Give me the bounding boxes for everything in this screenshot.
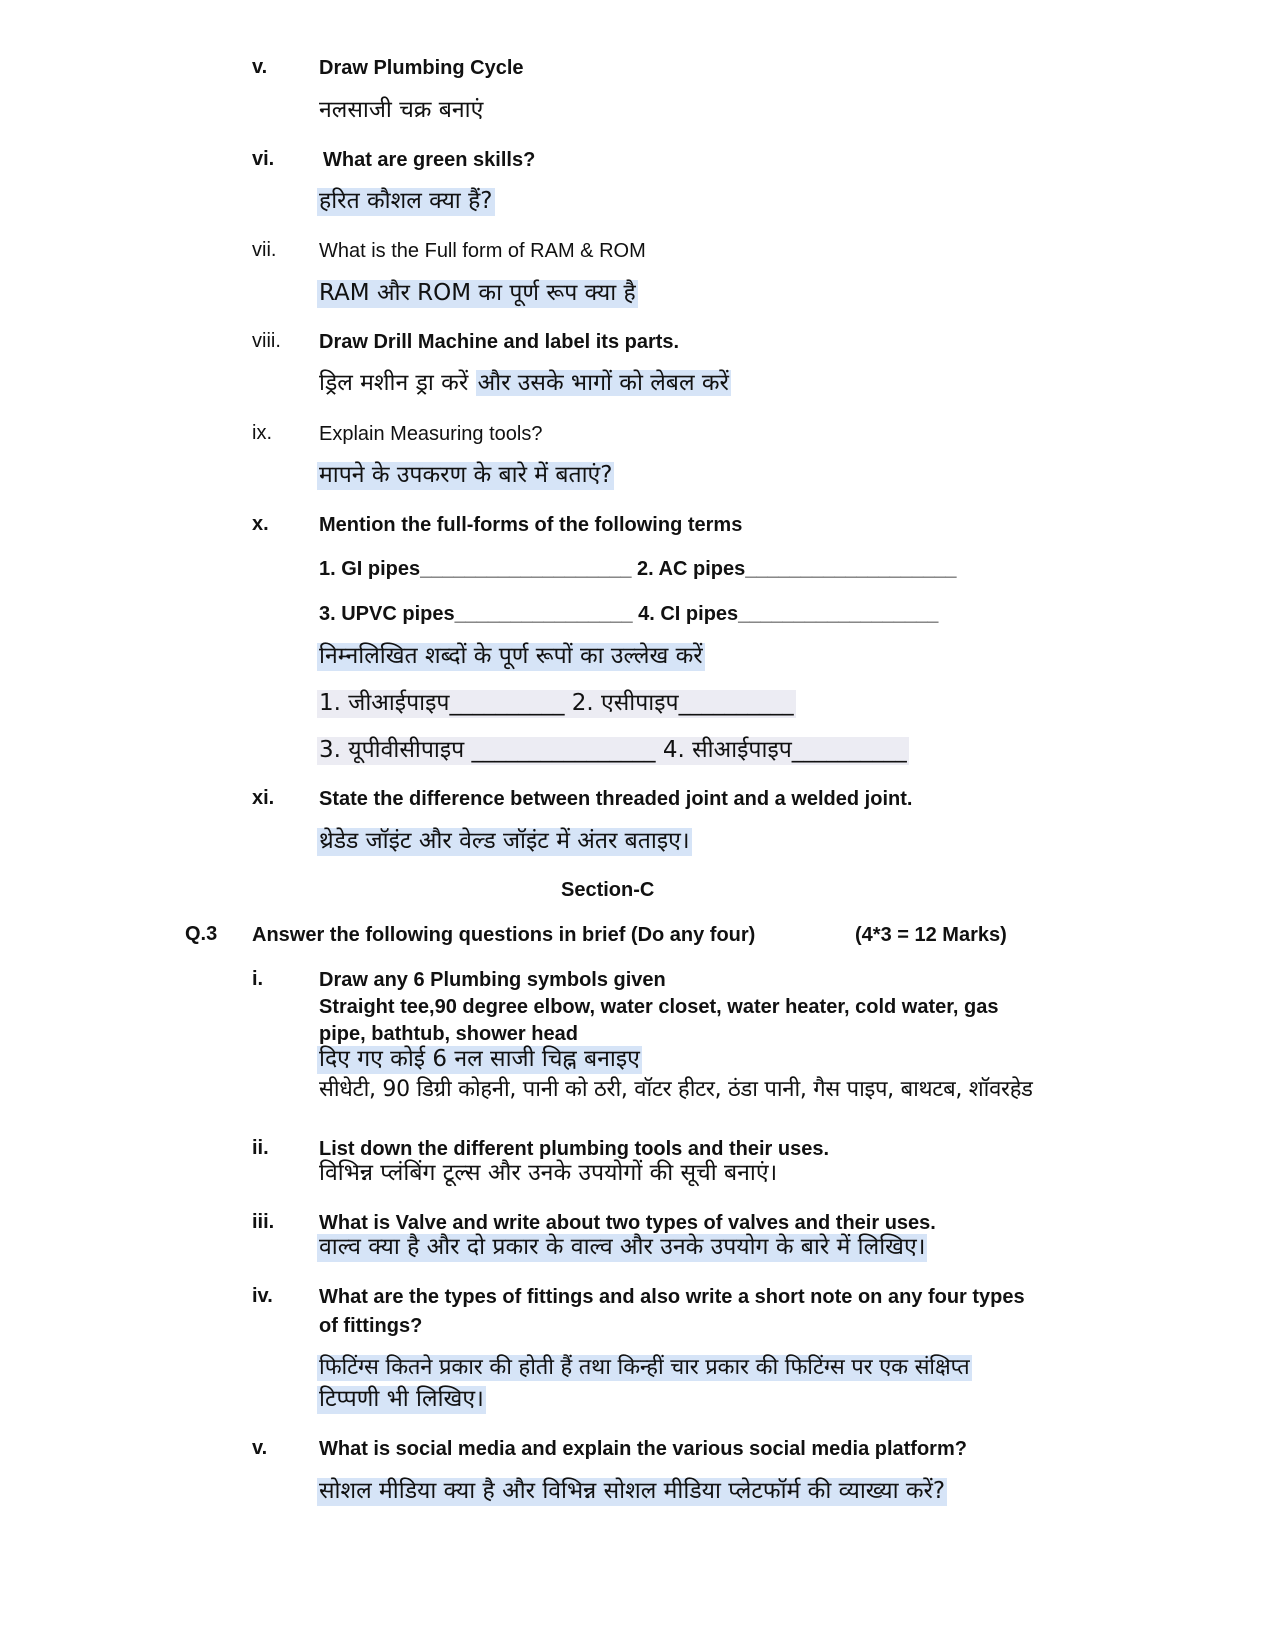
question-text: What are the types of fittings and also write a short note on any four types bbox=[319, 1286, 1025, 1308]
question-text: pipe, bathtub, shower head bbox=[319, 1023, 578, 1045]
item-number: ix. bbox=[252, 422, 272, 444]
item-number: vii. bbox=[252, 239, 277, 261]
question-hindi-highlight: और उसके भागों को लेबल करें bbox=[477, 370, 729, 396]
item-number: iii. bbox=[252, 1211, 275, 1233]
fill-blank-line: 3. UPVC pipes________________ 4. CI pipes__________________ bbox=[319, 603, 939, 625]
item-number: xi. bbox=[252, 787, 275, 809]
fill-blank-line-hindi: 1. जीआईपाइप__________ 2. एसीपाइप__________ bbox=[319, 690, 794, 716]
item-number: x. bbox=[252, 513, 269, 535]
item-number: viii. bbox=[252, 330, 281, 352]
question-text: Draw Drill Machine and label its parts. bbox=[319, 331, 680, 353]
question-hindi: दिए गए कोई 6 नल साजी चिह्न बनाइए bbox=[319, 1046, 640, 1072]
question-text: What are green skills? bbox=[323, 149, 536, 171]
question-text: What is the Full form of RAM & ROM bbox=[319, 240, 646, 262]
question-hindi: सोशल मीडिया क्या है और विभिन्न सोशल मीडिया प्लेटफॉर्म की व्याख्या करें? bbox=[319, 1478, 946, 1504]
question-hindi: RAM और ROM का पूर्ण रूप क्या है bbox=[319, 280, 636, 306]
question-hindi: टिप्पणी भी लिखिए। bbox=[319, 1386, 484, 1412]
question-label: Q.3 bbox=[185, 923, 218, 945]
question-text: State the difference between threaded joint and a welded joint. bbox=[319, 788, 913, 810]
question-text: of fittings? bbox=[319, 1315, 423, 1337]
question-hindi: हरित कौशल क्या हैं? bbox=[319, 188, 493, 214]
question-hindi: मापने के उपकरण के बारे में बताएं? bbox=[319, 462, 613, 488]
fill-blank-line-hindi: 3. यूपीवीसीपाइप ________________ 4. सीआईपाइप__________ bbox=[319, 737, 907, 763]
question-hindi: सीधेटी, 90 डिग्री कोहनी, पानी को ठरी, वॉटर हीटर, ठंडा पानी, गैस पाइप, बाथटब, शॉवरहेड bbox=[319, 1077, 1033, 1102]
marks-label: (4*3 = 12 Marks) bbox=[855, 924, 1007, 946]
question-text: Straight tee,90 degree elbow, water closet, water heater, cold water, gas bbox=[319, 996, 999, 1018]
question-text: What is social media and explain the various social media platform? bbox=[319, 1438, 967, 1460]
question-hindi: नलसाजी चक्र बनाएं bbox=[319, 97, 484, 123]
question-text: Mention the full-forms of the following terms bbox=[319, 514, 743, 536]
fill-blank-line: 1. GI pipes___________________ 2. AC pipes___________________ bbox=[319, 558, 957, 580]
question-hindi: थ्रेडेड जॉइंट और वेल्ड जॉइंट में अंतर बताइए। bbox=[319, 828, 690, 854]
question-text: Draw any 6 Plumbing symbols given bbox=[319, 969, 666, 991]
item-number: i. bbox=[252, 968, 264, 990]
item-number: vi. bbox=[252, 148, 275, 170]
question-hindi: विभिन्न प्लंबिंग टूल्स और उनके उपयोगों की सूची बनाएं। bbox=[319, 1160, 778, 1186]
item-number: v. bbox=[252, 1437, 268, 1459]
question-hindi: वाल्व क्या है और दो प्रकार के वाल्व और उनके उपयोग के बारे में लिखिए। bbox=[319, 1234, 926, 1260]
question-hindi bbox=[319, 370, 731, 398]
section-title: Section-C bbox=[561, 879, 655, 901]
question-text: What is Valve and write about two types of valves and their uses. bbox=[319, 1212, 936, 1234]
question-hindi: फिटिंग्स कितने प्रकार की होती हैं तथा किन्हीं चार प्रकार की फिटिंग्स पर एक संक्षिप्त bbox=[319, 1355, 970, 1380]
item-number: iv. bbox=[252, 1285, 273, 1307]
question-hindi: निम्नलिखित शब्दों के पूर्ण रूपों का उल्लेख करें bbox=[319, 643, 703, 669]
question-text: List down the different plumbing tools and their uses. bbox=[319, 1138, 830, 1160]
question-hindi-part: ड्रिल मशीन ड्रा करें bbox=[319, 370, 469, 396]
question-instruction: Answer the following questions in brief (Do any four) bbox=[252, 924, 756, 946]
question-text: Draw Plumbing Cycle bbox=[319, 57, 524, 79]
item-number: v. bbox=[252, 56, 268, 78]
question-text: Explain Measuring tools? bbox=[319, 423, 543, 445]
item-number: ii. bbox=[252, 1137, 269, 1159]
